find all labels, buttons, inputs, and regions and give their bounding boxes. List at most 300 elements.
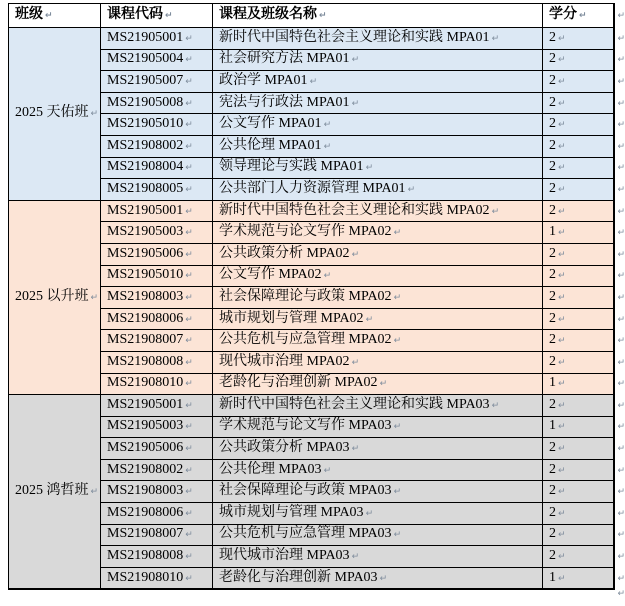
- end-of-cell-mark: ↵: [351, 444, 360, 455]
- end-of-row-mark: [615, 266, 625, 288]
- end-of-row-mark: [615, 71, 625, 93]
- course-name-cell-text: 新时代中国特色社会主义理论和实践 MPA02: [219, 202, 490, 218]
- course-code-cell[interactable]: [101, 200, 213, 222]
- end-of-cell-mark: ↵: [185, 141, 193, 152]
- end-of-cell-mark: ↵: [558, 357, 566, 368]
- end-of-cell-mark: ↵: [558, 184, 566, 195]
- column-header-label: 学分: [549, 7, 577, 22]
- end-of-row-mark-glyph: ↵: [617, 206, 625, 217]
- end-of-cell-mark: ↵: [351, 55, 360, 66]
- course-name-cell-text: 政治学 MPA01: [219, 72, 308, 88]
- end-of-row-mark: [615, 93, 625, 115]
- course-code-cell[interactable]: [101, 157, 213, 179]
- end-of-cell-mark: ↵: [558, 55, 566, 66]
- course-code-cell[interactable]: [101, 373, 213, 395]
- credits-cell[interactable]: [543, 481, 614, 503]
- course-name-cell[interactable]: [213, 135, 543, 157]
- end-of-cell-mark: ↵: [558, 206, 566, 217]
- end-of-cell-mark: ↵: [319, 11, 327, 21]
- course-name-cell[interactable]: [213, 92, 543, 114]
- end-of-cell-mark: ↵: [558, 228, 566, 239]
- end-of-row-mark-glyph: ↵: [617, 314, 625, 325]
- credits-cell[interactable]: [543, 503, 614, 525]
- credits-cell[interactable]: [543, 49, 614, 71]
- course-code-cell-text: MS21905003: [107, 418, 184, 434]
- end-of-row-mark: [615, 136, 625, 158]
- course-code-cell[interactable]: [101, 351, 213, 373]
- end-of-cell-mark: ↵: [185, 184, 193, 195]
- end-of-cell-mark: ↵: [393, 487, 402, 498]
- course-name-cell-text: 老龄化与治理创新 MPA02: [219, 375, 378, 391]
- class-name-cell-text: 2025 以升班: [15, 288, 89, 304]
- end-of-cell-mark: ↵: [185, 379, 193, 390]
- end-of-cell-mark: ↵: [393, 422, 402, 433]
- end-of-cell-mark: ↵: [309, 76, 318, 87]
- course-name-cell[interactable]: [213, 71, 543, 93]
- end-of-cell-mark: ↵: [185, 271, 193, 282]
- credits-cell-text: 2: [549, 332, 556, 348]
- course-code-cell-text: MS21905001: [107, 396, 184, 412]
- course-name-cell-text: 新时代中国特色社会主义理论和实践 MPA03: [219, 396, 490, 412]
- end-of-row-mark: [615, 179, 625, 201]
- credits-cell[interactable]: [543, 92, 614, 114]
- course-name-cell-text: 老龄化与治理创新 MPA03: [219, 569, 378, 585]
- end-of-cell-mark: ↵: [185, 573, 193, 584]
- end-of-cell-mark: ↵: [165, 11, 173, 21]
- credits-cell[interactable]: [543, 330, 614, 352]
- end-of-cell-mark: ↵: [351, 357, 360, 368]
- credits-cell-text: 2: [549, 526, 556, 542]
- course-code-cell-text: MS21908006: [107, 310, 184, 326]
- credits-cell[interactable]: [543, 135, 614, 157]
- credits-cell[interactable]: [543, 308, 614, 330]
- credits-cell[interactable]: [543, 395, 614, 417]
- course-code-cell-text: MS21905008: [107, 94, 184, 110]
- course-code-cell[interactable]: [101, 481, 213, 503]
- end-of-row-mark: [615, 158, 625, 180]
- course-name-cell[interactable]: [213, 308, 543, 330]
- end-of-row-mark: [615, 417, 625, 439]
- column-header-course-code[interactable]: [101, 4, 213, 28]
- credits-cell-text: 2: [549, 51, 556, 67]
- end-of-cell-mark: ↵: [558, 120, 566, 131]
- end-of-cell-mark: ↵: [393, 336, 402, 347]
- credits-cell[interactable]: [543, 459, 614, 481]
- end-of-row-mark: [615, 330, 625, 352]
- course-code-cell-text: MS21908007: [107, 526, 184, 542]
- course-code-cell[interactable]: [101, 524, 213, 546]
- table-row: [9, 395, 614, 417]
- table-row: [9, 28, 614, 50]
- credits-cell[interactable]: [543, 416, 614, 438]
- course-name-cell-text: 学术规范与论文写作 MPA03: [219, 418, 392, 434]
- course-name-cell[interactable]: [213, 395, 543, 417]
- course-name-cell-text: 现代城市治理 MPA03: [219, 548, 350, 564]
- end-of-cell-mark: ↵: [185, 487, 193, 498]
- end-of-row-mark-glyph: ↵: [617, 336, 625, 347]
- end-of-cell-mark: ↵: [365, 314, 374, 325]
- end-of-row-mark: [615, 481, 625, 503]
- end-of-cell-mark: ↵: [90, 109, 99, 120]
- course-name-cell[interactable]: [213, 287, 543, 309]
- paragraph-mark-glyph: ↵: [617, 589, 625, 600]
- end-of-cell-mark: ↵: [365, 163, 374, 174]
- course-name-cell[interactable]: [213, 49, 543, 71]
- credits-cell-text: 2: [549, 353, 556, 369]
- course-name-cell[interactable]: [213, 265, 543, 287]
- end-of-cell-mark: ↵: [185, 228, 193, 239]
- end-of-cell-mark: ↵: [558, 552, 566, 563]
- end-of-cell-mark: ↵: [90, 487, 99, 498]
- end-of-cell-mark: ↵: [558, 292, 566, 303]
- credits-cell[interactable]: [543, 71, 614, 93]
- end-of-cell-mark: ↵: [393, 292, 402, 303]
- course-code-cell-text: MS21905010: [107, 267, 184, 283]
- course-name-cell[interactable]: [213, 503, 543, 525]
- class-name-cell-text: 2025 鸿哲班: [15, 483, 89, 499]
- credits-cell-text: 2: [549, 288, 556, 304]
- course-name-cell-text: 新时代中国特色社会主义理论和实践 MPA01: [219, 29, 490, 45]
- class-name-cell[interactable]: [9, 395, 101, 590]
- course-code-cell-text: MS21908008: [107, 353, 184, 369]
- course-name-cell-text: 城市规划与管理 MPA03: [219, 504, 364, 520]
- credits-cell-text: 1: [549, 224, 556, 240]
- paragraph-mark: [615, 589, 625, 605]
- credits-cell[interactable]: [543, 243, 614, 265]
- end-of-cell-mark: ↵: [393, 228, 402, 239]
- end-of-row-mark-glyph: ↵: [617, 271, 625, 282]
- column-header-class[interactable]: [9, 4, 101, 28]
- class-name-cell-text: 2025 天佑班: [15, 105, 89, 121]
- course-code-cell[interactable]: [101, 330, 213, 352]
- end-of-cell-mark: ↵: [185, 552, 193, 563]
- course-code-cell-text: MS21908010: [107, 569, 184, 585]
- class-name-cell[interactable]: [9, 28, 101, 201]
- end-of-row-mark-glyph: ↵: [617, 249, 625, 260]
- course-name-cell[interactable]: [213, 524, 543, 546]
- course-code-cell[interactable]: [101, 135, 213, 157]
- end-of-row-mark-glyph: ↵: [617, 400, 625, 411]
- course-code-cell-text: MS21905010: [107, 116, 184, 132]
- course-code-cell[interactable]: [101, 71, 213, 93]
- course-code-cell-text: MS21908003: [107, 483, 184, 499]
- end-of-row-mark-glyph: ↵: [617, 552, 625, 563]
- end-of-cell-mark: ↵: [351, 249, 360, 260]
- course-code-cell[interactable]: [101, 49, 213, 71]
- credits-cell[interactable]: [543, 438, 614, 460]
- course-name-cell-text: 领导理论与实践 MPA01: [219, 159, 364, 175]
- course-code-cell-text: MS21905003: [107, 224, 184, 240]
- course-name-cell[interactable]: [213, 114, 543, 136]
- end-of-cell-mark: ↵: [185, 400, 193, 411]
- course-code-cell[interactable]: [101, 308, 213, 330]
- end-of-row-mark: [615, 201, 625, 223]
- column-header-course-name[interactable]: [213, 4, 543, 28]
- end-of-row-mark-glyph: ↵: [617, 573, 625, 584]
- credits-cell-text: 2: [549, 461, 556, 477]
- course-name-cell[interactable]: [213, 243, 543, 265]
- end-of-cell-mark: ↵: [558, 271, 566, 282]
- credits-cell-text: 2: [549, 310, 556, 326]
- credits-cell[interactable]: [543, 200, 614, 222]
- course-name-cell-text: 公共政策分析 MPA02: [219, 245, 350, 261]
- end-of-row-mark: [615, 114, 625, 136]
- course-code-cell[interactable]: [101, 114, 213, 136]
- course-name-cell-text: 宪法与行政法 MPA01: [219, 94, 350, 110]
- course-code-cell-text: MS21905007: [107, 72, 184, 88]
- end-of-cell-mark: ↵: [558, 400, 566, 411]
- course-name-cell[interactable]: [213, 157, 543, 179]
- end-of-cell-mark: ↵: [185, 249, 193, 260]
- end-of-cell-mark: ↵: [323, 465, 332, 476]
- end-of-row-mark-glyph: ↵: [617, 228, 625, 239]
- end-of-row-mark-glyph: ↵: [617, 33, 625, 44]
- end-of-cell-mark: ↵: [491, 400, 500, 411]
- credits-cell[interactable]: [543, 546, 614, 568]
- end-of-cell-mark: ↵: [185, 33, 193, 44]
- end-of-cell-mark: ↵: [185, 422, 193, 433]
- end-of-row-mark-glyph: ↵: [617, 487, 625, 498]
- credits-cell-text: 1: [549, 418, 556, 434]
- course-name-cell[interactable]: [213, 416, 543, 438]
- course-name-cell-text: 社会研究方法 MPA01: [219, 51, 350, 67]
- end-of-cell-mark: ↵: [323, 271, 332, 282]
- end-of-cell-mark: ↵: [185, 292, 193, 303]
- end-of-row-mark: [615, 28, 625, 50]
- credits-cell[interactable]: [543, 373, 614, 395]
- credits-cell[interactable]: [543, 524, 614, 546]
- course-code-cell[interactable]: [101, 222, 213, 244]
- column-header-label: 班级: [15, 7, 43, 22]
- course-code-cell[interactable]: [101, 438, 213, 460]
- course-name-cell[interactable]: [213, 459, 543, 481]
- end-of-cell-mark: ↵: [323, 120, 332, 131]
- course-name-cell-text: 现代城市治理 MPA02: [219, 353, 350, 369]
- course-schedule-table: [8, 3, 615, 590]
- course-name-cell[interactable]: [213, 546, 543, 568]
- course-code-cell[interactable]: [101, 546, 213, 568]
- course-code-cell-text: MS21908007: [107, 332, 184, 348]
- end-of-cell-mark: ↵: [558, 314, 566, 325]
- course-name-cell[interactable]: [213, 481, 543, 503]
- credits-cell-text: 2: [549, 159, 556, 175]
- end-of-cell-mark: ↵: [558, 141, 566, 152]
- end-of-cell-mark: ↵: [185, 530, 193, 541]
- course-name-cell[interactable]: [213, 200, 543, 222]
- end-of-cell-mark: ↵: [558, 379, 566, 390]
- credits-cell[interactable]: [543, 28, 614, 50]
- end-of-row-mark-glyph: ↵: [617, 292, 625, 303]
- end-of-row-mark: [615, 546, 625, 568]
- credits-cell[interactable]: [543, 222, 614, 244]
- end-of-row-mark: [615, 352, 625, 374]
- credits-cell-text: 2: [549, 137, 556, 153]
- end-of-row-mark: [615, 287, 625, 309]
- course-code-cell-text: MS21908010: [107, 375, 184, 391]
- end-of-cell-mark: ↵: [407, 184, 416, 195]
- end-of-cell-mark: ↵: [185, 336, 193, 347]
- end-of-row-mark: [615, 460, 625, 482]
- course-code-cell-text: MS21905001: [107, 29, 184, 45]
- end-of-cell-mark: ↵: [379, 379, 388, 390]
- end-of-row-mark-glyph: ↵: [617, 98, 625, 109]
- end-of-cell-mark: ↵: [558, 573, 566, 584]
- course-name-cell-text: 社会保障理论与政策 MPA03: [219, 483, 392, 499]
- end-of-cell-mark: ↵: [558, 465, 566, 476]
- end-of-row-mark-glyph: ↵: [617, 508, 625, 519]
- credits-cell[interactable]: [543, 265, 614, 287]
- credits-cell-text: 2: [549, 267, 556, 283]
- course-name-cell-text: 公共伦理 MPA03: [219, 461, 322, 477]
- end-of-cell-mark: ↵: [323, 141, 332, 152]
- credits-cell[interactable]: [543, 567, 614, 589]
- table-row: [9, 200, 614, 222]
- credits-cell[interactable]: [543, 157, 614, 179]
- end-of-row-mark-glyph: ↵: [617, 163, 625, 174]
- end-of-cell-mark: ↵: [558, 76, 566, 87]
- end-of-cell-mark: ↵: [558, 336, 566, 347]
- column-header-label: 课程及班级名称: [219, 7, 317, 22]
- end-of-row-mark-glyph: ↵: [617, 422, 625, 433]
- credits-cell-text: 2: [549, 202, 556, 218]
- course-name-cell-text: 学术规范与论文写作 MPA02: [219, 224, 392, 240]
- credits-cell-text: 2: [549, 548, 556, 564]
- course-name-cell[interactable]: [213, 373, 543, 395]
- course-name-cell[interactable]: [213, 179, 543, 201]
- end-of-cell-mark: ↵: [558, 33, 566, 44]
- end-of-cell-mark: ↵: [185, 444, 193, 455]
- course-code-cell-text: MS21908008: [107, 548, 184, 564]
- course-name-cell[interactable]: [213, 567, 543, 589]
- course-code-cell-text: MS21905006: [107, 245, 184, 261]
- end-of-row-mark-glyph: ↵: [617, 141, 625, 152]
- course-code-cell[interactable]: [101, 265, 213, 287]
- column-header-credits[interactable]: [543, 4, 614, 28]
- credits-cell[interactable]: [543, 114, 614, 136]
- course-name-cell[interactable]: [213, 351, 543, 373]
- end-of-row-mark: [615, 244, 625, 266]
- end-of-cell-mark: ↵: [558, 249, 566, 260]
- course-name-cell[interactable]: [213, 438, 543, 460]
- class-name-cell[interactable]: [9, 200, 101, 394]
- course-name-cell[interactable]: [213, 330, 543, 352]
- end-of-cell-mark: ↵: [365, 508, 374, 519]
- end-of-cell-mark: ↵: [351, 98, 360, 109]
- course-code-cell[interactable]: [101, 179, 213, 201]
- end-of-row-mark-glyph: ↵: [617, 379, 625, 390]
- end-of-cell-mark: ↵: [351, 552, 360, 563]
- end-of-cell-mark: ↵: [45, 11, 53, 21]
- credits-cell-text: 2: [549, 483, 556, 499]
- end-of-row-mark: [615, 525, 625, 547]
- course-name-cell[interactable]: [213, 28, 543, 50]
- credits-cell-text: 2: [549, 116, 556, 132]
- end-of-cell-mark: ↵: [491, 206, 500, 217]
- course-code-cell-text: MS21908003: [107, 288, 184, 304]
- course-code-cell[interactable]: [101, 28, 213, 50]
- end-of-cell-mark: ↵: [558, 422, 566, 433]
- end-of-row-mark-glyph: ↵: [617, 10, 625, 21]
- course-name-cell-text: 公文写作 MPA01: [219, 116, 322, 132]
- row-mark-gutter: [615, 3, 625, 605]
- column-header-label: 课程代码: [107, 7, 163, 22]
- course-code-cell-text: MS21905006: [107, 440, 184, 456]
- end-of-cell-mark: ↵: [558, 508, 566, 519]
- course-name-cell-text: 公共危机与应急管理 MPA03: [219, 526, 392, 542]
- credits-cell[interactable]: [543, 351, 614, 373]
- end-of-row-mark: [615, 50, 625, 72]
- course-code-cell[interactable]: [101, 287, 213, 309]
- course-name-cell-text: 公共伦理 MPA01: [219, 137, 322, 153]
- course-name-cell[interactable]: [213, 222, 543, 244]
- course-code-cell[interactable]: [101, 416, 213, 438]
- end-of-cell-mark: ↵: [185, 98, 193, 109]
- credits-cell-text: 1: [549, 375, 556, 391]
- course-code-cell[interactable]: [101, 243, 213, 265]
- end-of-row-mark: [615, 395, 625, 417]
- course-code-cell[interactable]: [101, 92, 213, 114]
- end-of-cell-mark: ↵: [185, 120, 193, 131]
- end-of-row-mark-glyph: ↵: [617, 530, 625, 541]
- credits-cell-text: 1: [549, 569, 556, 585]
- end-of-cell-mark: ↵: [579, 11, 587, 21]
- end-of-row-mark-glyph: ↵: [617, 357, 625, 368]
- credits-cell-text: 2: [549, 29, 556, 45]
- course-name-cell-text: 社会保障理论与政策 MPA02: [219, 288, 392, 304]
- credits-cell[interactable]: [543, 179, 614, 201]
- credits-cell[interactable]: [543, 287, 614, 309]
- header-row: [9, 4, 614, 28]
- end-of-cell-mark: ↵: [491, 33, 500, 44]
- course-code-cell-text: MS21908005: [107, 180, 184, 196]
- end-of-cell-mark: ↵: [558, 487, 566, 498]
- end-of-row-mark-glyph: ↵: [617, 465, 625, 476]
- course-code-cell[interactable]: [101, 459, 213, 481]
- course-code-cell-text: MS21908006: [107, 504, 184, 520]
- course-name-cell-text: 公共政策分析 MPA03: [219, 440, 350, 456]
- end-of-cell-mark: ↵: [558, 444, 566, 455]
- end-of-cell-mark: ↵: [558, 163, 566, 174]
- course-code-cell[interactable]: [101, 567, 213, 589]
- course-code-cell-text: MS21905004: [107, 51, 184, 67]
- credits-cell-text: 2: [549, 396, 556, 412]
- end-of-row-mark-glyph: ↵: [617, 184, 625, 195]
- course-code-cell-text: MS21908004: [107, 159, 184, 175]
- course-name-cell-text: 城市规划与管理 MPA02: [219, 310, 364, 326]
- end-of-cell-mark: ↵: [185, 357, 193, 368]
- course-name-cell-text: 公共危机与应急管理 MPA02: [219, 332, 392, 348]
- course-code-cell[interactable]: [101, 395, 213, 417]
- credits-cell-text: 2: [549, 72, 556, 88]
- end-of-row-mark-glyph: ↵: [617, 120, 625, 131]
- end-of-row-mark: [615, 309, 625, 331]
- credits-cell-text: 2: [549, 94, 556, 110]
- end-of-row-mark-glyph: ↵: [617, 76, 625, 87]
- end-of-cell-mark: ↵: [393, 530, 402, 541]
- end-of-row-mark: [615, 503, 625, 525]
- end-of-row-mark: [615, 3, 625, 28]
- end-of-row-mark-glyph: ↵: [617, 55, 625, 66]
- course-table-body: [9, 28, 614, 590]
- course-code-cell-text: MS21905001: [107, 202, 184, 218]
- end-of-row-mark: [615, 374, 625, 396]
- end-of-row-mark: [615, 222, 625, 244]
- end-of-cell-mark: ↵: [185, 465, 193, 476]
- credits-cell-text: 2: [549, 180, 556, 196]
- end-of-cell-mark: ↵: [185, 206, 193, 217]
- course-code-cell[interactable]: [101, 503, 213, 525]
- end-of-cell-mark: ↵: [558, 530, 566, 541]
